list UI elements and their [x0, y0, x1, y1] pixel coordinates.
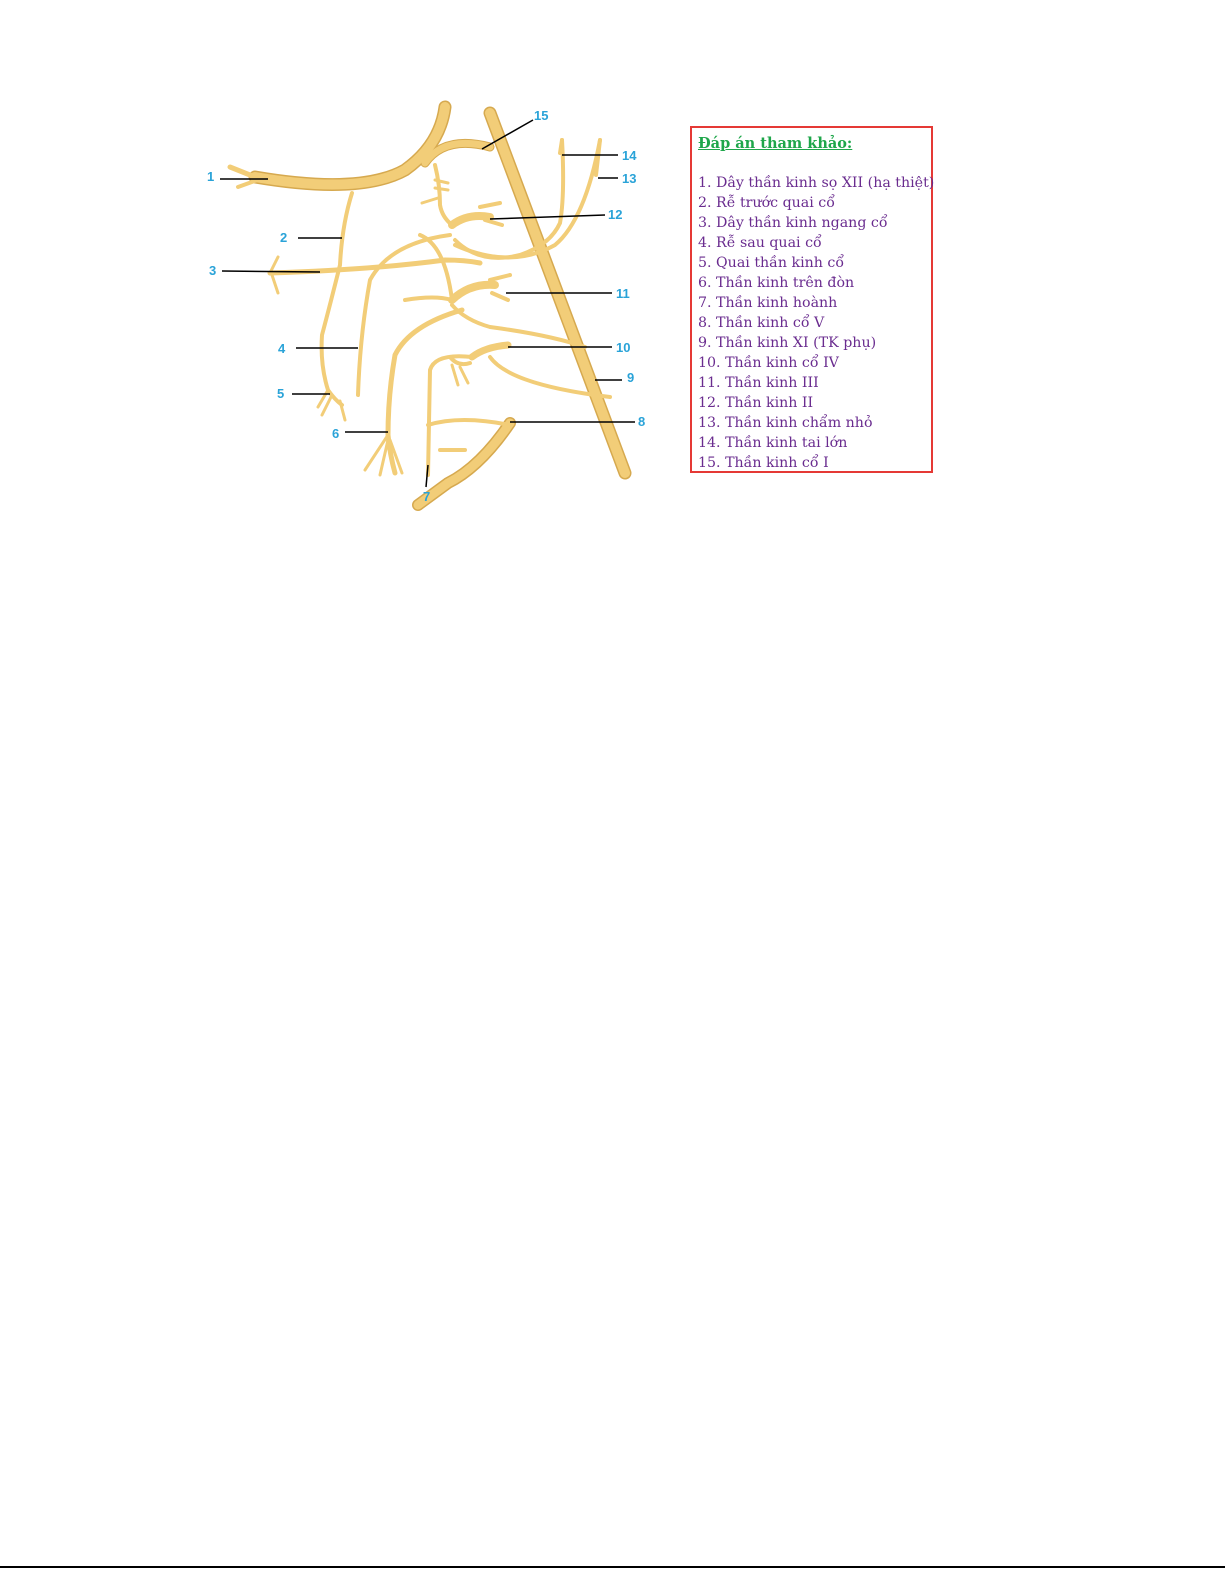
callout-5: 5 — [277, 386, 285, 401]
callout-14: 14 — [622, 148, 637, 163]
list-item: 4. Rễ sau quai cổ — [698, 235, 822, 251]
callout-12: 12 — [608, 207, 623, 222]
list-item: 11. Thần kinh III — [698, 375, 819, 391]
answer-key-title: Đáp án tham khảo: — [698, 135, 853, 152]
list-item: 12. Thần kinh II — [698, 395, 814, 411]
nerve-drawing — [230, 107, 625, 505]
callout-6: 6 — [332, 426, 340, 441]
list-item: 13. Thần kinh chẩm nhỏ — [698, 415, 873, 431]
list-item: 14. Thần kinh tai lớn — [698, 435, 848, 451]
callout-11: 11 — [616, 286, 630, 301]
list-item: 5. Quai thần kinh cổ — [698, 255, 845, 271]
list-item: 10. Thần kinh cổ IV — [698, 355, 839, 371]
list-item: 7. Thần kinh hoành — [698, 295, 838, 311]
callout-10: 10 — [616, 340, 631, 355]
list-item: 9. Thần kinh XI (TK phụ) — [698, 335, 877, 351]
list-item: 2. Rễ trước quai cổ — [698, 195, 835, 211]
callout-9: 9 — [627, 370, 635, 385]
list-item: 1. Dây thần kinh sọ XII (hạ thiệt) — [698, 175, 935, 191]
page-bottom-rule — [0, 1566, 1225, 1568]
callout-7: 7 — [423, 489, 431, 504]
callout-15: 15 — [534, 108, 549, 123]
callout-numbers — [207, 108, 645, 504]
callout-2: 2 — [280, 230, 288, 245]
callout-8: 8 — [638, 414, 646, 429]
list-item: 3. Dây thần kinh ngang cổ — [698, 215, 888, 231]
callout-4: 4 — [278, 341, 286, 356]
cervical-plexus-diagram — [190, 95, 670, 515]
list-item: 8. Thần kinh cổ V — [698, 315, 825, 331]
answer-key-box — [690, 126, 933, 473]
list-item: 15. Thần kinh cổ I — [698, 455, 829, 471]
list-item: 6. Thần kinh trên đòn — [698, 275, 855, 291]
callout-1: 1 — [207, 169, 215, 184]
callout-3: 3 — [209, 263, 217, 278]
callout-13: 13 — [622, 171, 637, 186]
answer-key-list — [698, 173, 935, 473]
